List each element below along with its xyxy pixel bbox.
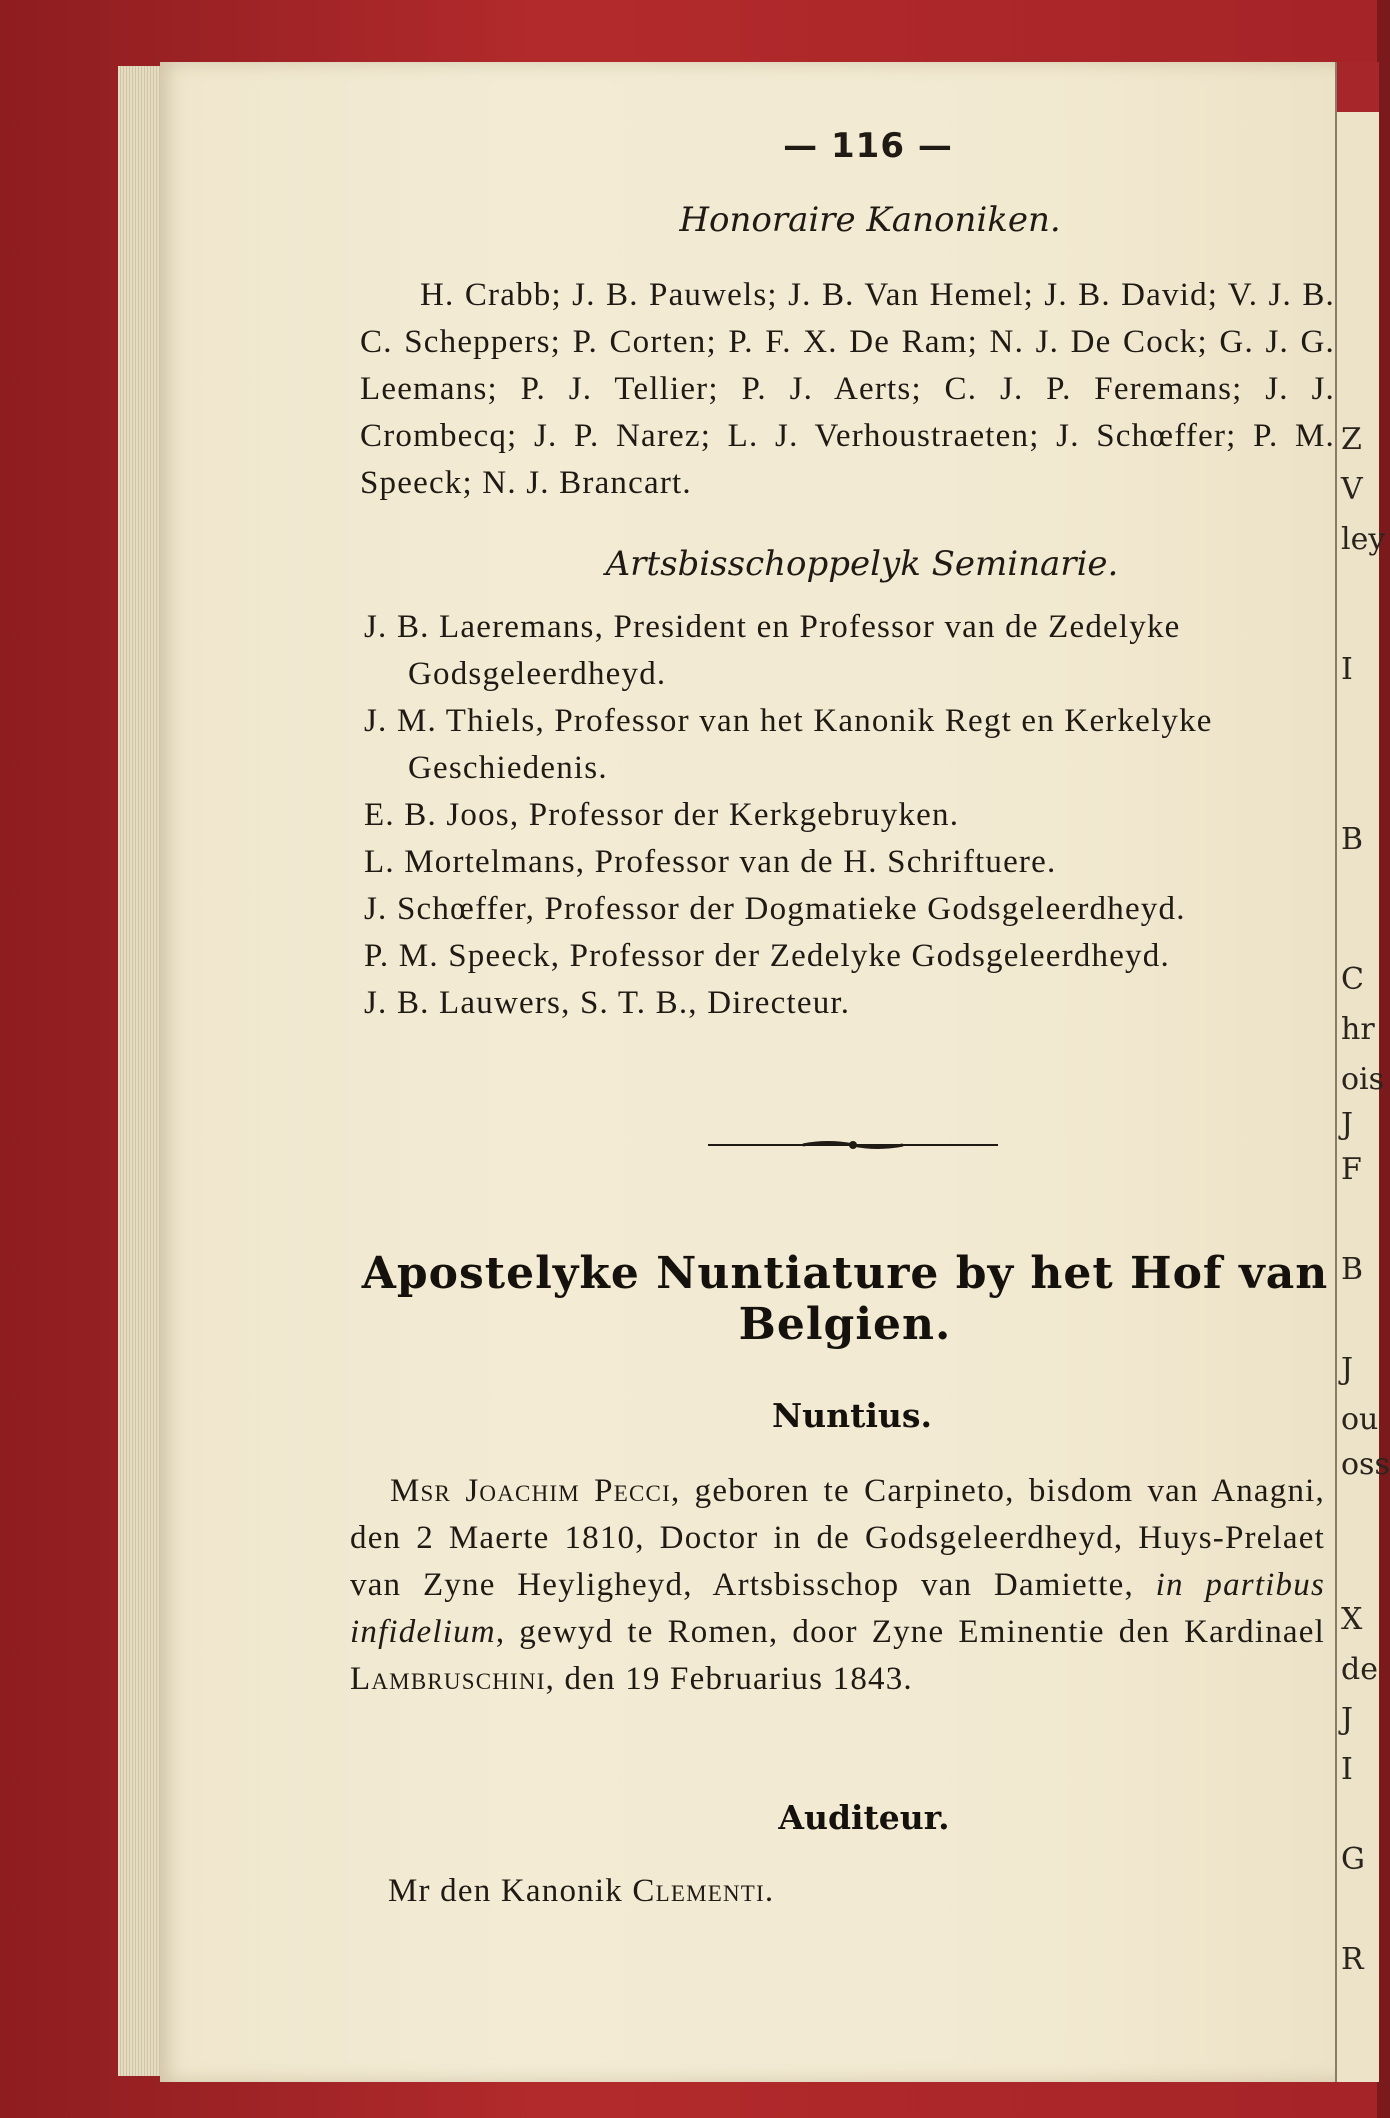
facing-fragment: ley [1341, 522, 1386, 557]
facing-fragment: B [1341, 822, 1364, 857]
seminary-entry: J. B. Laeremans, President en Professor van de Zedelyke Godsgeleerdheyd. [364, 609, 1181, 692]
facing-fragment: hr [1341, 1012, 1375, 1047]
nuntius-text: , geboren te Carpineto, bisdom van Anagni, den 2 Maerte 1810, Doctor in de Godsgeleerdheyd, Huys-Prelaet van Zyne Heyligheyd, Artsbisschop van Damiette, [350, 1473, 1325, 1603]
facing-fragment: I [1341, 1752, 1353, 1787]
facing-fragment: B [1341, 1252, 1364, 1287]
facing-fragment: I [1341, 652, 1353, 687]
facing-fragment: X [1341, 1602, 1363, 1637]
cardinal-name: Lambruschini [350, 1661, 546, 1697]
seminary-entry: J. B. Lauwers, S. T. B., Directeur. [364, 985, 851, 1021]
facing-fragment: oss [1341, 1447, 1390, 1482]
auditeur-line [388, 1868, 1288, 1915]
facing-fragment: J [1341, 1352, 1354, 1387]
auditeur-text: den Kanonik [430, 1873, 633, 1909]
facing-page-edge [1335, 62, 1390, 2082]
facing-fragment: Z [1341, 422, 1362, 457]
seminary-entry: L. Mortelmans, Professor van de H. Schriftuere. [364, 844, 1057, 880]
nuntius-heading: Nuntius. [772, 1396, 932, 1435]
nuntius-paragraph [350, 1468, 1325, 1703]
nuntius-text: , gewyd te Romen, door Zyne Eminentie den Kardinael [495, 1614, 1325, 1650]
canons-heading: Honoraire Kanoniken. [679, 200, 1061, 240]
seminary-entry: E. B. Joos, Professor der Kerkgebruyken. [364, 797, 960, 833]
facing-fragment: ois [1341, 1062, 1385, 1097]
auditeur-name: Clementi. [632, 1873, 775, 1909]
facing-fragment: V [1341, 472, 1363, 507]
facing-fragment: C [1341, 962, 1364, 997]
facing-fragment: J [1341, 1702, 1354, 1737]
auditeur-prefix: Mr [388, 1873, 431, 1909]
facing-cover-strip [1337, 62, 1379, 112]
nuntius-name: Joachim Pecci [465, 1473, 671, 1509]
nuntius-prefix: Msr [390, 1473, 452, 1509]
facing-fragment: ou [1341, 1402, 1379, 1437]
seminary-entry: J. M. Thiels, Professor van het Kanonik Regt en Kerkelyke Geschiedenis. [364, 703, 1213, 786]
facing-fragment: R [1341, 1942, 1364, 1977]
ornamental-rule [708, 1140, 998, 1150]
nunciature-title: Apostelyke Nuntiature by het Hof van Belgien. [361, 1248, 1329, 1350]
seminary-entry: P. M. Speeck, Professor der Zedelyke Godsgeleerdheyd. [364, 938, 1170, 974]
seminary-heading: Artsbisschoppelyk Seminarie. [605, 544, 1119, 584]
facing-fragment: G [1341, 1842, 1365, 1877]
auditeur-heading: Auditeur. [778, 1798, 950, 1837]
facing-fragment: F [1341, 1152, 1362, 1187]
facing-fragment: J [1341, 1107, 1354, 1142]
canons-list: H. Crabb; J. B. Pauwels; J. B. Van Hemel; J. B. David; V. J. B. C. Scheppers; P. Corten; P. F. X. De Ram; N. J. De Cock; G. J. G. Leemans; P. J. Tellier; P. J. Aerts; C. J. P. Feremans; J. J. Crombecq; J. P. Narez; L. J. Verhoustraeten; J. Schœffer; P. M. Speeck; N. J. Brancart. [360, 277, 1335, 501]
facing-fragment: de [1341, 1652, 1378, 1687]
nuntius-italic: in partibus infidelium [350, 1567, 1325, 1650]
nuntius-text: , den 19 Februarius 1843. [545, 1661, 913, 1697]
page-number: — 116 — [783, 126, 953, 166]
seminary-list [364, 604, 1332, 1027]
seminary-entry: J. Schœffer, Professor der Dogmatieke Godsgeleerdheyd. [364, 891, 1186, 927]
